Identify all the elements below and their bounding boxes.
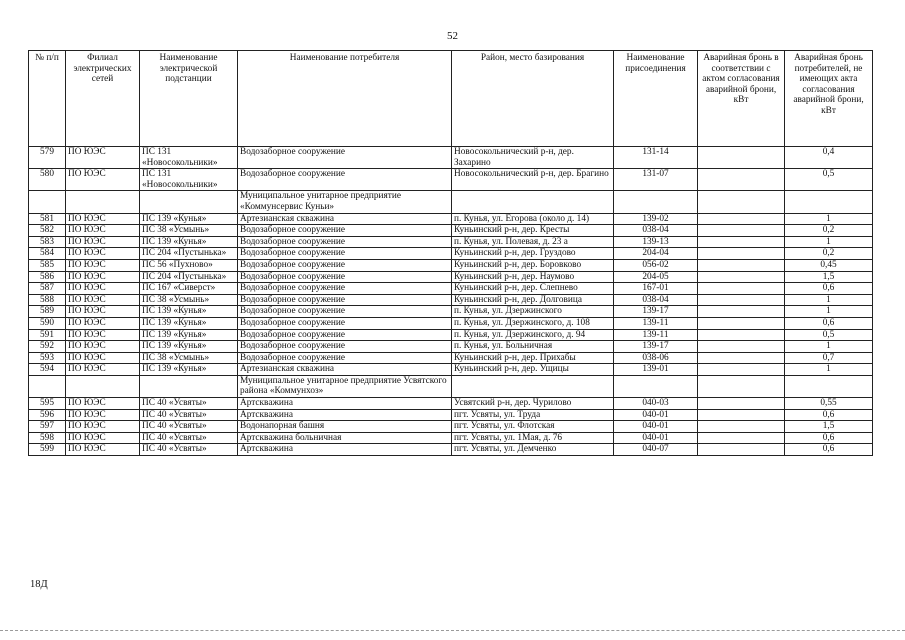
- emergency-reserve-table: [28, 50, 873, 456]
- cell-substation: ПС 38 «Усмынь»: [140, 225, 238, 237]
- document-code: 18Д: [30, 579, 48, 590]
- cell-reserve-with-act: [698, 147, 785, 169]
- cell-connection: 139-02: [614, 213, 698, 225]
- cell-reserve-without-act: 0,6: [785, 409, 873, 421]
- cell-substation: ПС 40 «Усвяты»: [140, 444, 238, 456]
- cell-substation: ПС 131 «Новосокольники»: [140, 169, 238, 191]
- cell-connection: 040-03: [614, 398, 698, 410]
- cell-connection: 040-01: [614, 421, 698, 433]
- cell-reserve-without-act: 1: [785, 236, 873, 248]
- cell-number: [29, 375, 66, 397]
- cell-filial: ПО ЮЭС: [66, 306, 140, 318]
- cell-reserve-with-act: [698, 317, 785, 329]
- cell-reserve-without-act: 1: [785, 341, 873, 353]
- table-row: [29, 213, 873, 225]
- cell-reserve-with-act: [698, 283, 785, 295]
- cell-consumer: Водозаборное сооружение: [238, 271, 452, 283]
- header-reserve-with-act: Аварийная бронь в соответствии с актом согласования аварийной брони, кВт: [698, 51, 785, 147]
- cell-consumer: Водозаборное сооружение: [238, 169, 452, 191]
- cell-district: Куньинский р-н, дер. Долговица: [452, 294, 614, 306]
- cell-district: [452, 191, 614, 213]
- cell-district: Новосокольнический р-н, дер. Брагино: [452, 169, 614, 191]
- cell-reserve-without-act: 0,5: [785, 169, 873, 191]
- cell-filial: ПО ЮЭС: [66, 409, 140, 421]
- table-row-organization: [29, 191, 873, 213]
- cell-connection: 139-17: [614, 306, 698, 318]
- cell-number: 585: [29, 259, 66, 271]
- table-row: [29, 283, 873, 295]
- header-district: Район, место базирования: [452, 51, 614, 147]
- cell-substation: ПС 139 «Кунья»: [140, 236, 238, 248]
- cell-district: Куньинский р-н, дер. Прихабы: [452, 352, 614, 364]
- cell-connection: 038-04: [614, 294, 698, 306]
- cell-consumer: Водонапорная башня: [238, 421, 452, 433]
- cell-district: Куньинский р-н, дер. Кресты: [452, 225, 614, 237]
- cell-filial: ПО ЮЭС: [66, 147, 140, 169]
- cell-district: п. Кунья, ул. Больничная: [452, 341, 614, 353]
- cell-filial: ПО ЮЭС: [66, 169, 140, 191]
- cell-connection: 040-01: [614, 409, 698, 421]
- cell-reserve-with-act: [698, 248, 785, 260]
- cell-number: 593: [29, 352, 66, 364]
- cell-reserve-without-act: 0,6: [785, 432, 873, 444]
- cell-reserve-without-act: 0,4: [785, 147, 873, 169]
- cell-reserve-with-act: [698, 352, 785, 364]
- cell-reserve-with-act: [698, 444, 785, 456]
- cell-substation: ПС 131 «Новосокольники»: [140, 147, 238, 169]
- table-row: [29, 364, 873, 376]
- cell-number: 584: [29, 248, 66, 260]
- cell-reserve-with-act: [698, 306, 785, 318]
- table-row: [29, 341, 873, 353]
- cell-consumer: Водозаборное сооружение: [238, 259, 452, 271]
- cell-filial: ПО ЮЭС: [66, 259, 140, 271]
- cell-substation: ПС 139 «Кунья»: [140, 306, 238, 318]
- cell-filial: ПО ЮЭС: [66, 444, 140, 456]
- cell-substation: ПС 38 «Усмынь»: [140, 352, 238, 364]
- cell-reserve-with-act: [698, 398, 785, 410]
- cell-consumer: Водозаборное сооружение: [238, 283, 452, 295]
- cell-connection: 167-01: [614, 283, 698, 295]
- cell-district: пгт. Усвяты, ул. 1Мая, д. 76: [452, 432, 614, 444]
- cell-consumer: Водозаборное сооружение: [238, 341, 452, 353]
- cell-connection: 040-01: [614, 432, 698, 444]
- table-row: [29, 259, 873, 271]
- cell-substation: ПС 40 «Усвяты»: [140, 432, 238, 444]
- cell-reserve-with-act: [698, 169, 785, 191]
- cell-connection: 131-14: [614, 147, 698, 169]
- cell-substation: ПС 40 «Усвяты»: [140, 398, 238, 410]
- cell-district: [452, 375, 614, 397]
- cell-filial: ПО ЮЭС: [66, 329, 140, 341]
- cell-reserve-with-act: [698, 259, 785, 271]
- cell-filial: ПО ЮЭС: [66, 271, 140, 283]
- cell-filial: ПО ЮЭС: [66, 352, 140, 364]
- cell-consumer: Артезианская скважина: [238, 213, 452, 225]
- cell-number: 589: [29, 306, 66, 318]
- cell-number: 591: [29, 329, 66, 341]
- cell-substation: ПС 139 «Кунья»: [140, 317, 238, 329]
- cell-district: Куньинский р-н, дер. Слепнево: [452, 283, 614, 295]
- cell-substation: ПС 56 «Пухново»: [140, 259, 238, 271]
- table-row: [29, 352, 873, 364]
- cell-reserve-with-act: [698, 375, 785, 397]
- cell-filial: ПО ЮЭС: [66, 248, 140, 260]
- table-header-row: [29, 51, 873, 147]
- cell-district: Куньинский р-н, дер. Боровково: [452, 259, 614, 271]
- table-row: [29, 409, 873, 421]
- cell-district: пгт. Усвяты, ул. Труда: [452, 409, 614, 421]
- table-row: [29, 421, 873, 433]
- cell-reserve-without-act: 1: [785, 294, 873, 306]
- cell-number: 598: [29, 432, 66, 444]
- header-number: № п/п: [29, 51, 66, 147]
- cell-consumer: Водозаборное сооружение: [238, 294, 452, 306]
- cell-number: 580: [29, 169, 66, 191]
- cell-filial: ПО ЮЭС: [66, 432, 140, 444]
- cell-substation: ПС 167 «Сиверст»: [140, 283, 238, 295]
- cell-number: 586: [29, 271, 66, 283]
- cell-connection: 204-05: [614, 271, 698, 283]
- cell-consumer: Артскважина: [238, 444, 452, 456]
- cell-reserve-with-act: [698, 364, 785, 376]
- scan-edge-line: [0, 630, 905, 631]
- cell-district: Усвятский р-н, дер. Чурилово: [452, 398, 614, 410]
- cell-reserve-without-act: 1,5: [785, 421, 873, 433]
- cell-reserve-with-act: [698, 225, 785, 237]
- cell-reserve-with-act: [698, 432, 785, 444]
- cell-consumer: Артскважина: [238, 398, 452, 410]
- cell-consumer: Муниципальное унитарное предприятие «Коммунсервис Куньи»: [238, 191, 452, 213]
- cell-reserve-without-act: 0,2: [785, 248, 873, 260]
- cell-substation: ПС 38 «Усмынь»: [140, 294, 238, 306]
- cell-district: п. Кунья, ул. Дзержинского: [452, 306, 614, 318]
- cell-substation: ПС 139 «Кунья»: [140, 329, 238, 341]
- cell-filial: ПО ЮЭС: [66, 283, 140, 295]
- cell-number: 587: [29, 283, 66, 295]
- cell-consumer: Артскважина: [238, 409, 452, 421]
- cell-filial: ПО ЮЭС: [66, 236, 140, 248]
- table-row: [29, 225, 873, 237]
- table-body: [29, 147, 873, 456]
- cell-reserve-without-act: 1,5: [785, 271, 873, 283]
- cell-connection: 040-07: [614, 444, 698, 456]
- cell-connection: 139-17: [614, 341, 698, 353]
- cell-reserve-with-act: [698, 271, 785, 283]
- cell-consumer: Муниципальное унитарное предприятие Усвятского района «Коммунхоз»: [238, 375, 452, 397]
- cell-substation: ПС 204 «Пустынька»: [140, 271, 238, 283]
- cell-reserve-without-act: [785, 375, 873, 397]
- table-row: [29, 317, 873, 329]
- cell-consumer: Артезианская скважина: [238, 364, 452, 376]
- cell-district: Куньинский р-н, дер. Груздово: [452, 248, 614, 260]
- cell-filial: [66, 191, 140, 213]
- cell-district: п. Кунья, ул. Полевая, д. 23 а: [452, 236, 614, 248]
- table-row: [29, 248, 873, 260]
- cell-connection: 139-13: [614, 236, 698, 248]
- cell-number: 581: [29, 213, 66, 225]
- cell-reserve-without-act: 0,6: [785, 444, 873, 456]
- table-row: [29, 444, 873, 456]
- cell-filial: ПО ЮЭС: [66, 421, 140, 433]
- cell-district: п. Кунья, ул. Дзержинского, д. 94: [452, 329, 614, 341]
- cell-district: Куньинский р-н, дер. Наумово: [452, 271, 614, 283]
- cell-filial: [66, 375, 140, 397]
- cell-reserve-with-act: [698, 236, 785, 248]
- cell-consumer: Водозаборное сооружение: [238, 352, 452, 364]
- cell-reserve-without-act: 0,5: [785, 329, 873, 341]
- cell-reserve-without-act: 0,55: [785, 398, 873, 410]
- cell-consumer: Водозаборное сооружение: [238, 306, 452, 318]
- cell-reserve-with-act: [698, 213, 785, 225]
- table-row: [29, 294, 873, 306]
- cell-filial: ПО ЮЭС: [66, 225, 140, 237]
- page-number: 52: [447, 30, 458, 42]
- cell-substation: [140, 375, 238, 397]
- cell-reserve-without-act: 1: [785, 213, 873, 225]
- cell-connection: [614, 191, 698, 213]
- cell-number: 595: [29, 398, 66, 410]
- cell-consumer: Водозаборное сооружение: [238, 329, 452, 341]
- table-row: [29, 236, 873, 248]
- cell-number: 583: [29, 236, 66, 248]
- cell-connection: 139-11: [614, 317, 698, 329]
- cell-number: 588: [29, 294, 66, 306]
- cell-connection: 131-07: [614, 169, 698, 191]
- cell-filial: ПО ЮЭС: [66, 294, 140, 306]
- cell-reserve-with-act: [698, 191, 785, 213]
- header-substation: Наименование электрической подстанции: [140, 51, 238, 147]
- table-row: [29, 306, 873, 318]
- cell-connection: 038-04: [614, 225, 698, 237]
- cell-district: пгт. Усвяты, ул. Флотская: [452, 421, 614, 433]
- cell-number: 599: [29, 444, 66, 456]
- cell-filial: ПО ЮЭС: [66, 364, 140, 376]
- cell-connection: 139-11: [614, 329, 698, 341]
- cell-district: п. Кунья, ул. Егорова (около д. 14): [452, 213, 614, 225]
- header-connection: Наименование присоединения: [614, 51, 698, 147]
- cell-substation: ПС 40 «Усвяты»: [140, 409, 238, 421]
- cell-connection: 139-01: [614, 364, 698, 376]
- cell-consumer: Водозаборное сооружение: [238, 236, 452, 248]
- cell-reserve-with-act: [698, 329, 785, 341]
- table-row: [29, 432, 873, 444]
- cell-consumer: Водозаборное сооружение: [238, 248, 452, 260]
- cell-number: 592: [29, 341, 66, 353]
- cell-reserve-without-act: 1: [785, 306, 873, 318]
- cell-number: 590: [29, 317, 66, 329]
- cell-number: 596: [29, 409, 66, 421]
- cell-reserve-without-act: [785, 191, 873, 213]
- cell-reserve-without-act: 0,6: [785, 317, 873, 329]
- table-row: [29, 169, 873, 191]
- header-filial: Филиал электрических сетей: [66, 51, 140, 147]
- cell-reserve-with-act: [698, 421, 785, 433]
- cell-filial: ПО ЮЭС: [66, 213, 140, 225]
- cell-substation: ПС 139 «Кунья»: [140, 364, 238, 376]
- cell-reserve-with-act: [698, 409, 785, 421]
- cell-substation: ПС 204 «Пустынька»: [140, 248, 238, 260]
- cell-substation: ПС 139 «Кунья»: [140, 213, 238, 225]
- cell-reserve-with-act: [698, 294, 785, 306]
- cell-filial: ПО ЮЭС: [66, 317, 140, 329]
- cell-reserve-without-act: 0,7: [785, 352, 873, 364]
- cell-substation: [140, 191, 238, 213]
- cell-substation: ПС 40 «Усвяты»: [140, 421, 238, 433]
- table-row: [29, 398, 873, 410]
- cell-connection: 204-04: [614, 248, 698, 260]
- cell-connection: 038-06: [614, 352, 698, 364]
- header-reserve-without-act: Аварийная бронь потребителей, не имеющих акта согласования аварийной брони, кВт: [785, 51, 873, 147]
- table-row-organization: [29, 375, 873, 397]
- cell-reserve-without-act: 0,6: [785, 283, 873, 295]
- cell-filial: ПО ЮЭС: [66, 398, 140, 410]
- cell-district: пгт. Усвяты, ул. Демченко: [452, 444, 614, 456]
- cell-connection: [614, 375, 698, 397]
- cell-number: 582: [29, 225, 66, 237]
- cell-district: п. Кунья, ул. Дзержинского, д. 108: [452, 317, 614, 329]
- table-row: [29, 329, 873, 341]
- cell-number: 594: [29, 364, 66, 376]
- cell-reserve-without-act: 1: [785, 364, 873, 376]
- cell-consumer: Артскважина больничная: [238, 432, 452, 444]
- cell-number: 597: [29, 421, 66, 433]
- cell-consumer: Водозаборное сооружение: [238, 317, 452, 329]
- cell-reserve-without-act: 0,2: [785, 225, 873, 237]
- cell-substation: ПС 139 «Кунья»: [140, 341, 238, 353]
- cell-consumer: Водозаборное сооружение: [238, 225, 452, 237]
- table-row: [29, 271, 873, 283]
- cell-number: 579: [29, 147, 66, 169]
- cell-reserve-without-act: 0,45: [785, 259, 873, 271]
- cell-consumer: Водозаборное сооружение: [238, 147, 452, 169]
- cell-district: Новосокольнический р-н, дер. Захарино: [452, 147, 614, 169]
- cell-connection: 056-02: [614, 259, 698, 271]
- cell-filial: ПО ЮЭС: [66, 341, 140, 353]
- cell-district: Куньинский р-н, дер. Ущицы: [452, 364, 614, 376]
- cell-reserve-with-act: [698, 341, 785, 353]
- cell-number: [29, 191, 66, 213]
- header-consumer: Наименование потребителя: [238, 51, 452, 147]
- table-row: [29, 147, 873, 169]
